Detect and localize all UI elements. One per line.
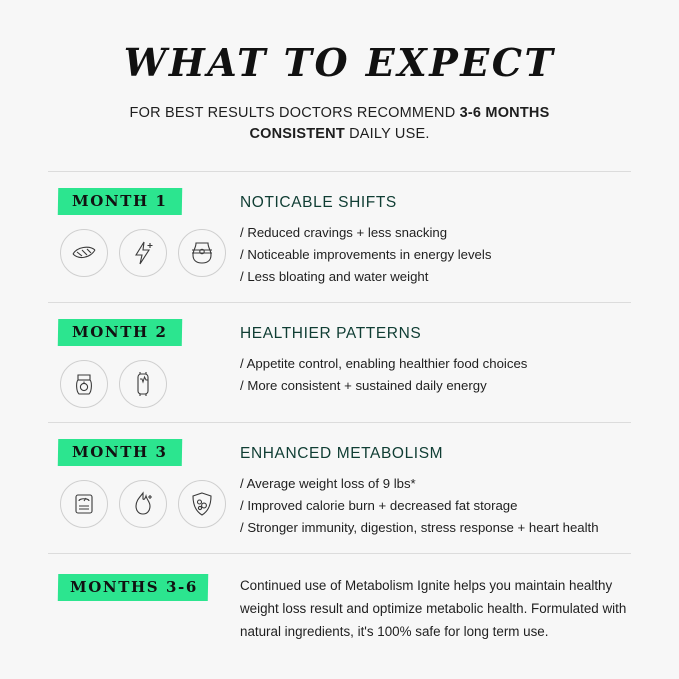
months-3-6-badge-label: MONTHS 3-6 [70,578,198,596]
section-2-heading: HEALTHIER PATTERNS [240,325,422,342]
months-3-6-badge [58,574,208,601]
section-3-icons [58,480,226,528]
month-2-badge [58,319,182,346]
section-1-right [226,188,635,288]
section-1-bullet-3: / Less bloating and water weight [240,269,429,284]
month-3-badge [58,439,182,466]
section-month-1 [44,188,635,302]
section-4-left [44,570,226,601]
section-2-bullet-2: / More consistent + sustained daily energy [240,378,487,393]
section-3-bullet-3: / Stronger immunity, digestion, stress response + heart health [240,520,599,535]
flame-icon [119,480,167,528]
divider [48,422,631,423]
subtitle-emphasis: 3-6 MONTHS CONSISTENT [249,105,550,142]
divider [48,302,631,303]
mouth-icon [60,229,108,277]
section-1-bullet-2: / Noticeable improvements in energy levels [240,247,492,262]
section-month-2 [44,319,635,422]
fitness-tracker-icon [119,360,167,408]
section-3-left [44,439,226,528]
section-2-icons [58,360,226,408]
waist-icon [178,229,226,277]
section-1-heading: NOTICABLE SHIFTS [240,194,397,211]
section-months-3-6 [44,570,635,657]
scale-icon [60,480,108,528]
page-subtitle [105,103,575,145]
section-4-right [226,570,635,643]
month-1-badge [58,188,182,215]
page-title: WHAT TO EXPECT [123,40,556,85]
section-2-right [226,319,635,397]
month-3-badge-label: MONTH 3 [72,443,168,461]
section-1-left [44,188,226,277]
section-1-bullet-1: / Reduced cravings + less snacking [240,225,448,240]
divider [48,171,631,172]
subtitle-part-2: DAILY USE. [344,126,430,142]
lightning-bolt-icon [119,229,167,277]
apple-icon [60,360,108,408]
divider [48,553,631,554]
subtitle-part-1: FOR BEST RESULTS DOCTORS RECOMMEND [129,105,460,121]
sections-list [44,171,635,657]
section-3-bullet-1: / Average weight loss of 9 lbs* [240,476,416,491]
section-month-3 [44,439,635,553]
section-2-left [44,319,226,408]
month-1-badge-label: MONTH 1 [72,192,168,210]
section-4-paragraph: Continued use of Metabolism Ignite helps you maintain healthy weight loss result and optimize metabolic health. Formulated with natural ingredients, it's 100% safe for long term use. [240,578,627,639]
section-2-bullet-1: / Appetite control, enabling healthier food choices [240,356,528,371]
section-1-icons [58,229,226,277]
month-2-badge-label: MONTH 2 [72,323,168,341]
section-3-heading: ENHANCED METABOLISM [240,445,444,462]
section-3-right [226,439,635,539]
shield-icon [178,480,226,528]
section-3-bullet-2: / Improved calorie burn + decreased fat storage [240,498,518,513]
